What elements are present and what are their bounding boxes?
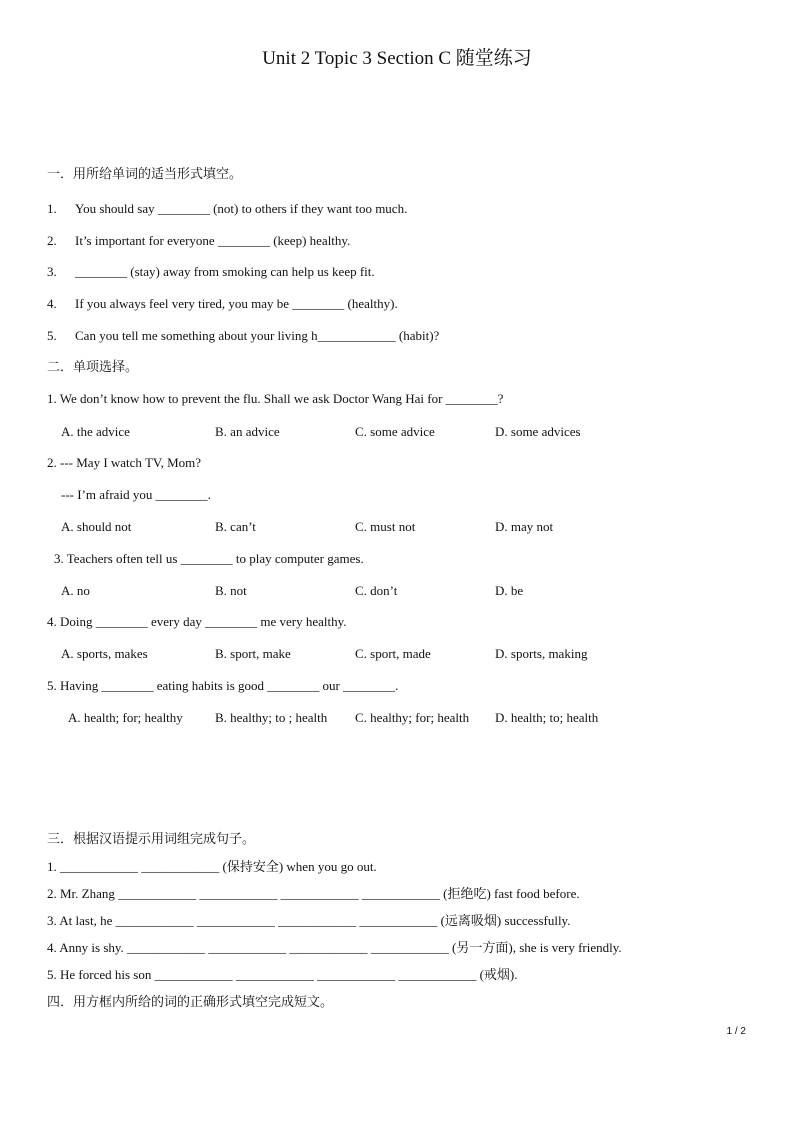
s2-q5-stem: 5. Having ________ eating habits is good ________ our ________.	[47, 678, 399, 693]
s1-item-5-num: 5.	[47, 328, 57, 343]
s2-q1-option-a: A. the advice	[61, 424, 130, 439]
s2-q4-option-d: D. sports, making	[495, 646, 588, 661]
page-number: 1 / 2	[726, 1026, 746, 1037]
s1-item-1-num: 1.	[47, 201, 57, 216]
s2-q4-stem: 4. Doing ________ every day ________ me very healthy.	[47, 614, 347, 629]
s2-q3-option-a: A. no	[61, 583, 90, 598]
s2-q2-stem: 2. --- May I watch TV, Mom?	[47, 455, 202, 470]
section3-heading: 三．根据汉语提示用词组完成句子。	[47, 831, 256, 846]
s2-q5-option-b: B. healthy; to ; health	[215, 710, 328, 725]
section4-heading: 四．用方框内所给的词的正确形式填空完成短文。	[47, 994, 334, 1009]
s2-q1-stem: 1. We don’t know how to prevent the flu. Shall we ask Doctor Wang Hai for ________?	[47, 391, 504, 406]
s2-q3-option-d: D. be	[495, 583, 524, 598]
s2-q5-option-c: C. healthy; for; health	[355, 710, 470, 725]
s3-item-3: 3. At last, he ____________ ____________ ____________ ____________ (远离吸烟) successfully.	[47, 913, 571, 928]
s2-q5-option-a: A. health; for; healthy	[68, 710, 183, 725]
s2-q3-option-c: C. don’t	[355, 583, 398, 598]
s1-item-3-num: 3.	[47, 264, 57, 279]
s2-q1-option-d: D. some advices	[495, 424, 581, 439]
s1-item-1-text: You should say ________ (not) to others if they want too much.	[75, 201, 408, 216]
s1-item-3-text: ________ (stay) away from smoking can help us keep fit.	[75, 264, 375, 279]
s2-q3-option-b: B. not	[215, 583, 247, 598]
s2-q1-option-b: B. an advice	[215, 424, 280, 439]
s3-item-1: 1. ____________ ____________ (保持安全) when you go out.	[47, 859, 377, 874]
page-title: Unit 2 Topic 3 Section C 随堂练习	[262, 48, 532, 69]
s1-item-4-text: If you always feel very tired, you may be ________ (healthy).	[75, 296, 398, 311]
s3-item-5: 5. He forced his son ____________ ____________ ____________ ____________ (戒烟).	[47, 967, 518, 982]
s3-item-2: 2. Mr. Zhang ____________ ____________ ____________ ____________ (拒绝吃) fast food before.	[47, 886, 580, 901]
s1-item-5-text: Can you tell me something about your living h____________ (habit)?	[75, 328, 440, 343]
s2-q4-option-c: C. sport, made	[355, 646, 431, 661]
s2-q2-option-a: A. should not	[61, 519, 132, 534]
section2-heading: 二．单项选择。	[47, 359, 139, 374]
s2-q5-option-d: D. health; to; health	[495, 710, 599, 725]
s3-item-4: 4. Anny is shy. ____________ ____________ ____________ ____________ (另一方面), she is very friendly.	[47, 940, 622, 955]
s2-q3-stem: 3. Teachers often tell us ________ to play computer games.	[54, 551, 364, 566]
s2-q2-option-d: D. may not	[495, 519, 554, 534]
s2-q2-option-c: C. must not	[355, 519, 416, 534]
s1-item-2-num: 2.	[47, 233, 57, 248]
s2-q4-option-a: A. sports, makes	[61, 646, 148, 661]
s2-q1-option-c: C. some advice	[355, 424, 435, 439]
s2-q2-option-b: B. can’t	[215, 519, 256, 534]
s1-item-4-num: 4.	[47, 296, 57, 311]
section1-heading: 一．用所给单词的适当形式填空。	[47, 166, 243, 181]
s2-q4-option-b: B. sport, make	[215, 646, 291, 661]
s2-q2-stem-continued: --- I’m afraid you ________.	[61, 487, 211, 502]
s1-item-2-text: It’s important for everyone ________ (keep) healthy.	[75, 233, 351, 248]
